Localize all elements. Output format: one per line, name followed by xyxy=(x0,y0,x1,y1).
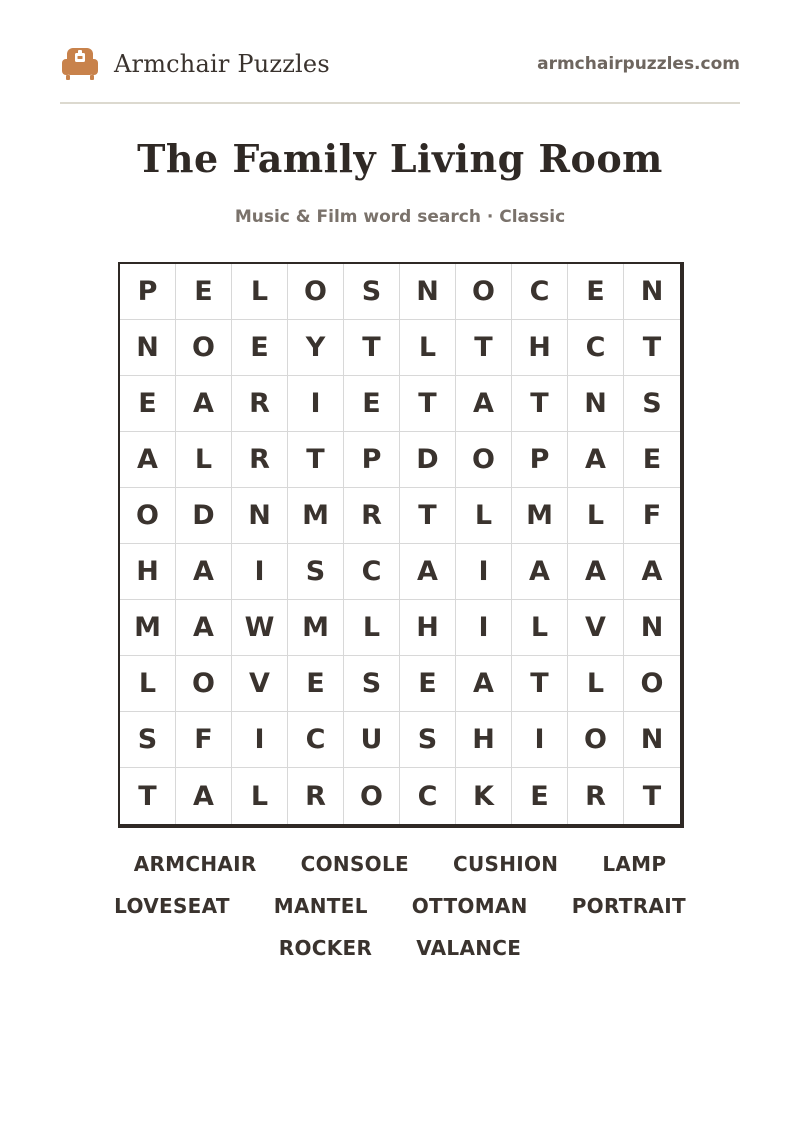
grid-cell[interactable]: O xyxy=(344,768,400,824)
grid-cell[interactable]: A xyxy=(512,544,568,600)
word-list-item: ARMCHAIR xyxy=(133,852,257,876)
grid-cell[interactable]: E xyxy=(344,376,400,432)
grid-cell[interactable]: S xyxy=(624,376,680,432)
grid-cell[interactable]: A xyxy=(176,600,232,656)
grid-cell[interactable]: R xyxy=(344,488,400,544)
word-list-item: PORTRAIT xyxy=(571,894,686,918)
grid-cell[interactable]: P xyxy=(120,264,176,320)
grid-cell[interactable]: U xyxy=(344,712,400,768)
grid-cell[interactable]: S xyxy=(120,712,176,768)
grid-cell[interactable]: R xyxy=(288,768,344,824)
word-list-item: ROCKER xyxy=(278,936,373,960)
grid-cell[interactable]: V xyxy=(568,600,624,656)
grid-cell[interactable]: O xyxy=(176,656,232,712)
header-divider xyxy=(60,102,740,104)
word-list-item: OTTOMAN xyxy=(411,894,528,918)
grid-cell[interactable]: S xyxy=(288,544,344,600)
grid-cell[interactable]: I xyxy=(232,544,288,600)
grid-cell[interactable]: L xyxy=(120,656,176,712)
grid-cell[interactable]: E xyxy=(512,768,568,824)
grid-cell[interactable]: M xyxy=(120,600,176,656)
grid-cell[interactable]: E xyxy=(120,376,176,432)
word-list xyxy=(100,852,700,961)
grid-cell[interactable]: S xyxy=(344,264,400,320)
grid-cell[interactable]: T xyxy=(344,320,400,376)
grid-cell[interactable]: L xyxy=(176,432,232,488)
grid-cell[interactable]: A xyxy=(568,544,624,600)
word-list-item: LOVESEAT xyxy=(114,894,230,918)
grid-cell[interactable]: P xyxy=(512,432,568,488)
grid-cell[interactable]: N xyxy=(624,600,680,656)
grid-cell[interactable]: T xyxy=(400,376,456,432)
grid-cell[interactable]: N xyxy=(624,712,680,768)
grid-cell[interactable]: F xyxy=(176,712,232,768)
grid-cell[interactable]: O xyxy=(456,432,512,488)
grid-cell[interactable]: N xyxy=(120,320,176,376)
grid-cell[interactable]: L xyxy=(456,488,512,544)
grid-cell[interactable]: A xyxy=(456,656,512,712)
grid-cell[interactable]: I xyxy=(456,600,512,656)
grid-cell[interactable]: R xyxy=(232,432,288,488)
grid-cell[interactable]: R xyxy=(568,768,624,824)
word-list-item: MANTEL xyxy=(273,894,368,918)
site-url-link[interactable]: armchairpuzzles.com xyxy=(537,54,740,74)
grid-cell[interactable]: E xyxy=(568,264,624,320)
puzzle-subtitle: Music & Film word search · Classic xyxy=(234,207,566,227)
grid-cell[interactable]: H xyxy=(512,320,568,376)
grid-cell[interactable]: O xyxy=(568,712,624,768)
grid-cell[interactable]: E xyxy=(400,656,456,712)
grid-cell[interactable]: M xyxy=(288,488,344,544)
grid-cell[interactable]: A xyxy=(456,376,512,432)
word-list-item: VALANCE xyxy=(416,936,522,960)
armchair-icon xyxy=(60,44,100,84)
grid-cell[interactable]: Y xyxy=(288,320,344,376)
grid-cell[interactable]: L xyxy=(400,320,456,376)
grid-cell[interactable]: C xyxy=(568,320,624,376)
grid-cell[interactable]: D xyxy=(176,488,232,544)
brand-name: Armchair Puzzles xyxy=(114,50,330,78)
grid-cell[interactable]: A xyxy=(176,768,232,824)
word-list-item: CONSOLE xyxy=(300,852,409,876)
grid-cell[interactable]: L xyxy=(232,768,288,824)
grid-cell[interactable]: S xyxy=(344,656,400,712)
grid-cell[interactable]: T xyxy=(512,656,568,712)
grid-cell[interactable]: I xyxy=(232,712,288,768)
grid-cell[interactable]: T xyxy=(120,768,176,824)
grid-cell[interactable]: H xyxy=(400,600,456,656)
word-list-item: LAMP xyxy=(602,852,667,876)
grid-cell[interactable]: I xyxy=(512,712,568,768)
grid-cell[interactable]: T xyxy=(288,432,344,488)
grid-cell[interactable]: K xyxy=(456,768,512,824)
grid-cell[interactable]: W xyxy=(232,600,288,656)
grid-cell[interactable]: O xyxy=(456,264,512,320)
grid-cell[interactable]: M xyxy=(288,600,344,656)
grid-cell[interactable]: A xyxy=(120,432,176,488)
page-header xyxy=(60,40,740,88)
grid-cell[interactable]: L xyxy=(568,488,624,544)
brand[interactable] xyxy=(60,44,330,84)
grid-cell[interactable]: O xyxy=(288,264,344,320)
grid-cell[interactable]: T xyxy=(642,780,662,812)
grid-cell[interactable]: O xyxy=(120,488,176,544)
grid-cell[interactable]: R xyxy=(232,376,288,432)
grid-cell[interactable]: A xyxy=(176,544,232,600)
grid-cell[interactable]: A xyxy=(176,376,232,432)
grid-cell[interactable]: O xyxy=(176,320,232,376)
grid-cell[interactable]: A xyxy=(568,432,624,488)
grid-cell[interactable]: L xyxy=(568,656,624,712)
grid-cell[interactable]: N xyxy=(624,264,680,320)
grid-cell[interactable]: H xyxy=(456,712,512,768)
grid-cell[interactable]: N xyxy=(400,264,456,320)
grid-cell[interactable]: E xyxy=(624,432,680,488)
grid-cell[interactable]: P xyxy=(344,432,400,488)
grid-cell[interactable]: I xyxy=(456,544,512,600)
grid-cell[interactable]: S xyxy=(400,712,456,768)
grid-cell[interactable]: E xyxy=(176,264,232,320)
grid-cell[interactable]: V xyxy=(232,656,288,712)
grid-cell[interactable]: C xyxy=(400,768,456,824)
word-search-grid xyxy=(118,262,684,828)
grid-cell[interactable]: O xyxy=(624,656,680,712)
grid-cell[interactable]: F xyxy=(624,488,680,544)
grid-cell[interactable]: T xyxy=(512,376,568,432)
grid-cell[interactable]: T xyxy=(624,320,680,376)
grid-cell[interactable]: C xyxy=(512,264,568,320)
grid-cell[interactable]: I xyxy=(288,376,344,432)
grid-cell[interactable]: T xyxy=(400,488,456,544)
grid-cell[interactable]: L xyxy=(512,600,568,656)
grid-cell[interactable]: D xyxy=(400,432,456,488)
grid-cell[interactable]: C xyxy=(288,712,344,768)
grid-cell[interactable]: C xyxy=(344,544,400,600)
grid-cell[interactable]: A xyxy=(400,544,456,600)
grid-cell[interactable]: E xyxy=(288,656,344,712)
grid-cell[interactable]: N xyxy=(232,488,288,544)
grid-cell[interactable]: T xyxy=(456,320,512,376)
grid-cell[interactable]: M xyxy=(512,488,568,544)
grid-cell[interactable]: N xyxy=(568,376,624,432)
puzzle-title: The Family Living Room xyxy=(137,136,663,181)
grid-cell[interactable]: L xyxy=(232,264,288,320)
grid-cell[interactable]: H xyxy=(120,544,176,600)
word-list-item: CUSHION xyxy=(452,852,559,876)
grid-cell[interactable]: E xyxy=(232,320,288,376)
grid-cell[interactable]: A xyxy=(624,544,680,600)
grid-cell[interactable]: L xyxy=(344,600,400,656)
